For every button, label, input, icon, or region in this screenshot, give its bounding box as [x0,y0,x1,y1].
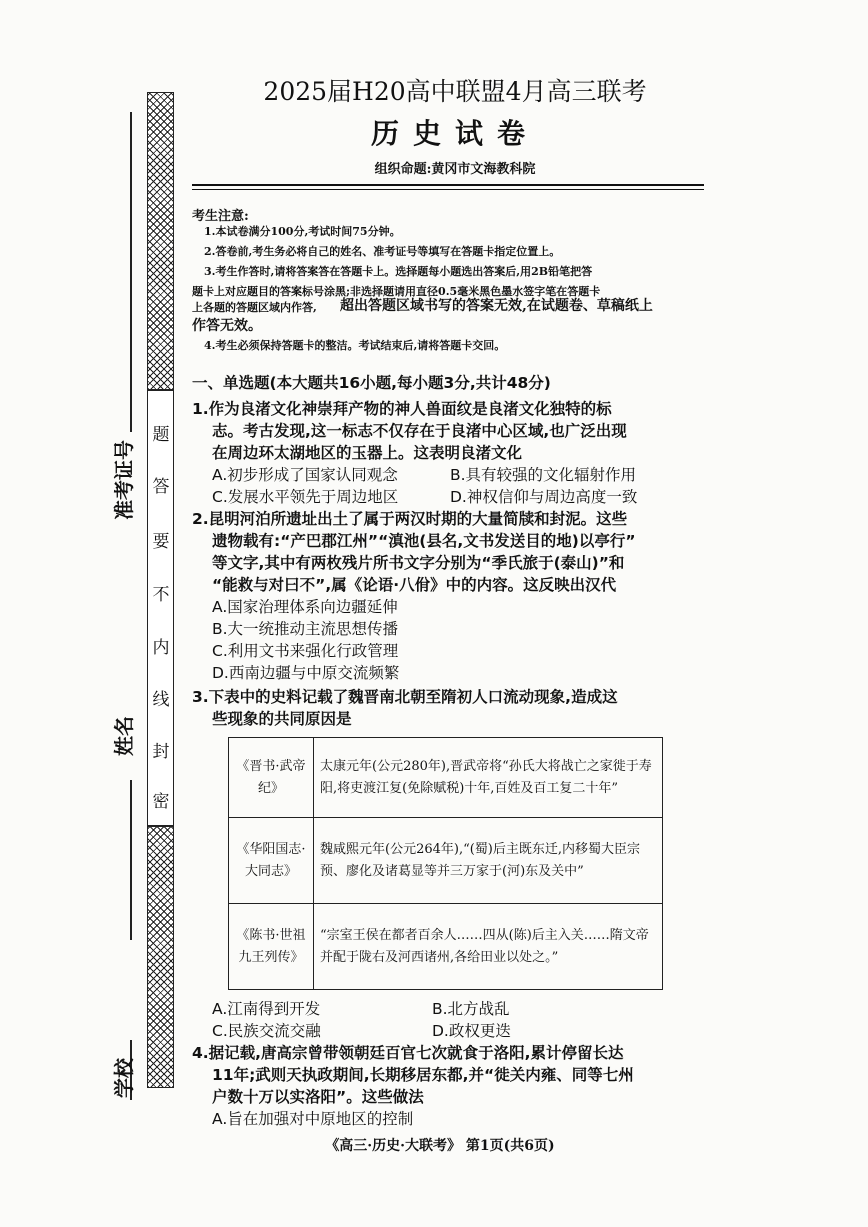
question-3-line: 3.下表中的史料记载了魏晋南北朝至隋初人口流动现象,造成这 [192,688,618,706]
option-1a[interactable]: A.初步形成了国家认同观念 [212,466,398,484]
header-rule-thin [192,189,704,190]
question-2-line: 等文字,其中有两枚残片所书文字分别为“季氏旅于(泰山)”和 [212,554,625,572]
table-row [229,738,663,818]
option-1c[interactable]: C.发展水平领先于周边地区 [212,488,399,506]
exam-id-line [130,112,132,432]
option-3d[interactable]: D.政权更迭 [432,1022,511,1040]
page-footer: 《高三·历史·大联考》 第1页(共6页) [325,1138,555,1154]
question-1-line: 志。考古发现,这一标志不仅存在于良渚中心区域,也广泛出现 [212,422,627,440]
option-3b[interactable]: B.北方战乱 [432,1000,510,1018]
question-2-line: 2.昆明河泊所遗址出土了属于两汉时期的大量简牍和封泥。这些 [192,510,628,528]
option-3c[interactable]: C.民族交流交融 [212,1022,321,1040]
option-2b[interactable]: B.大一统推动主流思想传播 [212,620,399,638]
seal-char: 不 [152,585,170,605]
name-label: 姓名 [112,716,136,756]
exam-title: 2025届H20高中联盟4月高三联考 [263,77,647,106]
notice-item: 上各题的答题区域内作答, [192,301,317,314]
subject-title: 历史试卷 [370,117,539,150]
seal-char: 封 [152,742,170,762]
option-1b[interactable]: B.具有较强的文化辐射作用 [450,466,637,484]
table-row [229,818,663,904]
table-cell-text: 魏咸熙元年(公元264年),“(蜀)后主既东迁,内移蜀大臣宗预、廖化及诸葛显等并三万家于(河)东及关中” [314,818,663,904]
option-4a[interactable]: A.旨在加强对中原地区的控制 [212,1110,414,1128]
source-table [228,737,663,990]
question-2-line: 遗物载有:“产巴郡江州”“滇池(县名,文书发送目的地)以亭行” [212,532,636,550]
organizer: 组织命题:黄冈市文海教科院 [374,162,536,177]
notice-item: 4.考生必须保持答题卡的整洁。考试结束后,请将答题卡交回。 [204,339,506,352]
notice-item: 2.答卷前,考生务必将自己的姓名、准考证号等填写在答题卡指定位置上。 [204,245,561,258]
table-cell-source: 《晋书·武帝纪》 [229,738,314,818]
question-3-line: 些现象的共同原因是 [212,710,352,728]
exam-id-label: 准考证号 [112,440,136,520]
seal-char: 答 [152,477,170,497]
table-cell-source: 《华阳国志·大同志》 [229,818,314,904]
question-1-line: 在周边环太湖地区的玉器上。这表明良渚文化 [212,444,523,462]
notice-item: 3.考生作答时,请将答案答在答题卡上。选择题每小题选出答案后,用2B铅笔把答 [204,265,593,278]
option-3a[interactable]: A.江南得到开发 [212,1000,321,1018]
option-2a[interactable]: A.国家治理体系向边疆延伸 [212,598,398,616]
notice-emphasis: 作答无效。 [192,318,262,334]
header-rule-thick [192,184,704,186]
table-cell-text: 太康元年(公元280年),晋武帝将“孙氏大将战亡之家徙于寿阳,将吏渡江复(免除赋税)十年,百姓及百工复二十年” [314,738,663,818]
question-1-line: 1.作为良渚文化神崇拜产物的神人兽面纹是良渚文化独特的标 [192,400,612,418]
seal-char: 题 [152,425,170,445]
school-label: 学校 [112,1058,136,1098]
question-4-line: 户数十万以实洛阳”。这些做法 [212,1088,424,1106]
option-2d[interactable]: D.西南边疆与中原交流频繁 [212,664,400,682]
table-row [229,904,663,990]
table-cell-text: “宗室王侯在都者百余人……四从(陈)后主入关……隋文帝并配于陇右及河西诸州,各给田业以处之。” [314,904,663,990]
option-1d[interactable]: D.神权信仰与周边高度一致 [450,488,638,506]
notice-item: 1.本试卷满分100分,考试时间75分钟。 [204,225,401,238]
question-4-line: 4.据记载,唐高宗曾带领朝廷百官七次就食于洛阳,累计停留长达 [192,1044,624,1062]
notice-emphasis: 超出答题区域书写的答案无效,在试题卷、草稿纸上 [340,298,653,314]
question-2-line: “能救与对曰不”,属《论语·八佾》中的内容。这反映出汉代 [212,576,617,594]
seal-char: 内 [152,638,170,658]
question-4-line: 11年;武则天执政期间,长期移居东都,并“徙关内雍、同等七州 [212,1066,634,1084]
table-cell-source: 《陈书·世祖九王列传》 [229,904,314,990]
seal-char: 密 [152,792,170,812]
binding-hatch-top [147,92,174,390]
binding-hatch-bottom [147,826,174,1088]
seal-char: 线 [152,690,170,710]
seal-char: 要 [152,532,170,552]
name-line [130,780,132,940]
option-2c[interactable]: C.利用文书来强化行政管理 [212,642,399,660]
notice-heading: 考生注意: [192,209,249,224]
notice-item: 题卡上对应题目的答案标号涂黑;非选择题请用直径0.5毫米黑色墨水签字笔在答题卡 [192,285,601,298]
section-heading: 一、单选题(本大题共16小题,每小题3分,共计48分) [192,374,551,392]
